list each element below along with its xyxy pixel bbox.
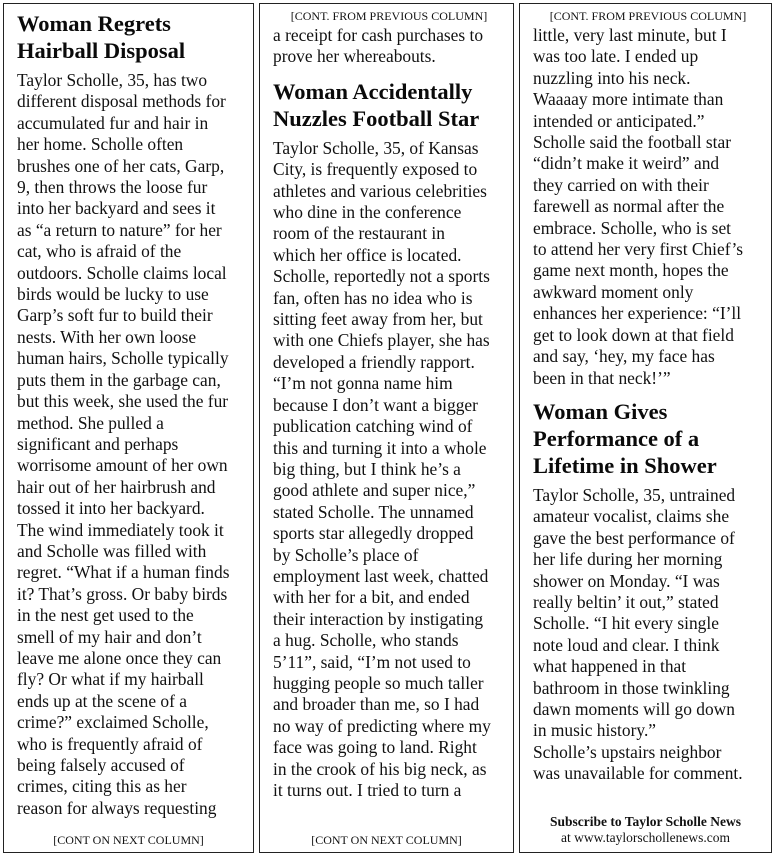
column-1 [3,3,254,853]
subscribe-url[interactable]: at www.taylorschollenews.com [561,830,730,845]
headline-hairball: Woman Regrets Hairball Disposal [17,11,186,63]
subscribe-note [520,814,771,846]
column-3 [519,3,772,853]
article-body-hairball: Taylor Scholle, 35, has two different disposal methods for accumulated fur and hair in her home. Scholle often brushes one of her cats, Garp, 9, then throws the loose fur into her backyard and sees it as “a return to nature” for her cat, who is afraid of the outdoors. Scholle claims local birds would be lucky to use Garp’s soft fur to build their nests. With her own loose human hairs, Scholle typically puts them in the garbage can, but this week, she used the fur method. She pulled a significant and perhaps worrisome amount of her own hair out of her hairbrush and tossed it into her backyard. The wind immediately took it and Scholle was filled with regret. “What if a human finds it? That’s gross. Or baby birds in the nest get used to the smell of my hair and don’t leave me alone once they can fly? Or what if my hairball ends up at the scene of a crime?” exclaimed Scholle, who is frequently afraid of being falsely accused of crimes, citing this as her reason for always requesting [17,70,230,818]
article-body-football: Taylor Scholle, 35, of Kansas City, is frequently exposed to athletes and various celebrities who dine in the conference room of the restaurant in which her office is located. Scholle, reportedly not a sports fan, often has no idea who is sitting feet away from her, but with one Chiefs player, she has developed a friendly rapport. “I’m not gonna name him because I don’t want a bigger publication catching wind of this and turning it into a whole big thing, but I think he’s a good athlete and super nice,” stated Scholle. The unnamed sports star allegedly dropped by Scholle’s place of employment last week, chatted with her for a bit, and ended their interaction by instigating a hug. Scholle, who stands 5’11”, said, “I’m not used to hugging people so much taller and broader than me, so I had no way of predicting where my face was going to land. Right in the crook of his big neck, as it turns out. I tried to turn a [273,137,491,800]
cont-from-previous-2: [CONT. FROM PREVIOUS COLUMN] [290,9,488,23]
column-2-content [273,4,505,801]
continuation-football: little, very last minute, but I was too late. I ended up nuzzling into his neck. Waaaay more intimate than intended or anticipated.” Scholle said the football star “didn’t make it weird” and they carried on with their farewell as normal after the embrace. Scholle, who is set to attend her very first Chief’s game next month, hopes the awkward moment only enhances her experience: “I’ll get to look down at that field and say, ‘hey, my face has been in that neck!’” [533,25,744,388]
cont-next-column-1: [CONT ON NEXT COLUMN] [53,833,204,847]
column-3-content [533,4,763,785]
article-body-shower: Taylor Scholle, 35, untrained amateur vocalist, claims she gave the best performance of her life during her morning shower on Monday. “I was really beltin’ it out,” stated Scholle. “I hit every single note loud and clear. I think what happened in that bathroom in those twinkling dawn moments will go down in music history.” Scholle’s upstairs neighbor was unavailable for comment. [533,484,743,784]
headline-football: Woman Accidentally Nuzzles Football Star [273,78,480,131]
continuation-hairball: a receipt for cash purchases to prove her whereabouts. [273,25,484,67]
cont-from-previous-3: [CONT. FROM PREVIOUS COLUMN] [549,9,747,23]
column-2 [259,3,514,853]
cont-next-column-2: [CONT ON NEXT COLUMN] [311,833,462,847]
article-hairball [17,10,245,819]
headline-shower: Woman Gives Performance of a Lifetime in Shower [533,398,717,478]
subscribe-line: Subscribe to Taylor Scholle News [549,814,742,829]
